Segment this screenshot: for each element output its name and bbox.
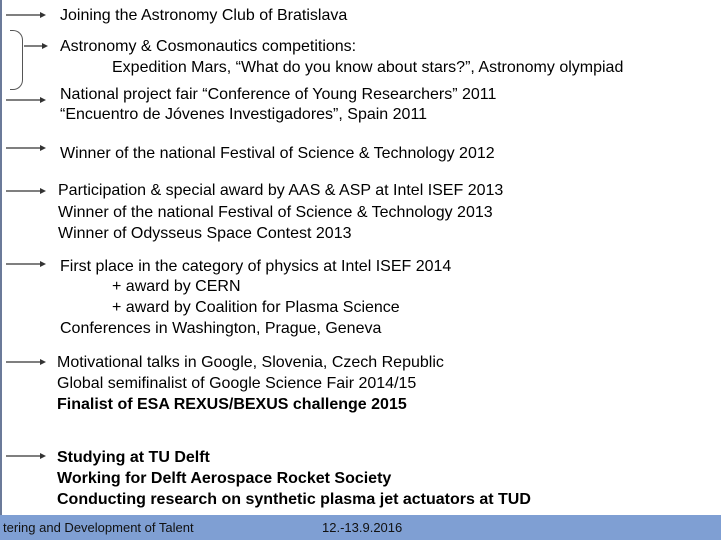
grouping-bracket (10, 30, 23, 90)
achievement-line: Participation & special award by AAS & ASP at Intel ISEF 2013 (58, 182, 504, 199)
arrow-icon (6, 451, 46, 461)
achievement-line: Motivational talks in Google, Slovenia, Czech Republic (57, 354, 444, 371)
achievement-line: Winner of the national Festival of Science & Technology 2012 (60, 145, 495, 162)
achievement-line: Conferences in Washington, Prague, Geneva (60, 320, 382, 337)
achievement-line: Winner of the national Festival of Science & Technology 2013 (58, 204, 493, 221)
arrow-icon (6, 357, 46, 367)
achievement-line: First place in the category of physics at Intel ISEF 2014 (60, 258, 452, 275)
arrow-icon (6, 10, 46, 20)
achievement-line: “Encuentro de Jóvenes Investigadores”, Spain 2011 (60, 106, 428, 123)
achievement-line: Joining the Astronomy Club of Bratislava (60, 7, 348, 24)
achievement-subline: + award by Coalition for Plasma Science (112, 299, 400, 316)
achievement-subline: + award by CERN (112, 278, 241, 295)
arrow-icon (24, 41, 48, 51)
achievement-line: Conducting research on synthetic plasma jet actuators at TUD (57, 491, 531, 508)
achievement-line: National project fair “Conference of Young Researchers” 2011 (60, 86, 497, 103)
footer-bar (0, 515, 721, 540)
achievement-line: Astronomy & Cosmonautics competitions: (60, 38, 357, 55)
achievement-line: Winner of Odysseus Space Contest 2013 (58, 225, 352, 242)
achievement-line: Finalist of ESA REXUS/BEXUS challenge 2015 (57, 396, 407, 413)
arrow-icon (6, 143, 46, 153)
arrow-icon (6, 259, 46, 269)
achievement-line: Working for Delft Aerospace Rocket Society (57, 470, 392, 487)
arrow-icon (6, 95, 46, 105)
achievement-line: Global semifinalist of Google Science Fair 2014/15 (57, 375, 417, 392)
arrow-icon (6, 186, 46, 196)
footer-date: 12.-13.9.2016 (322, 520, 403, 535)
timeline-line (0, 0, 2, 515)
achievement-subline: Expedition Mars, “What do you know about stars?”, Astronomy olympiad (112, 59, 624, 76)
achievement-line: Studying at TU Delft (57, 449, 210, 466)
footer-title: tering and Development of Talent (3, 520, 194, 535)
